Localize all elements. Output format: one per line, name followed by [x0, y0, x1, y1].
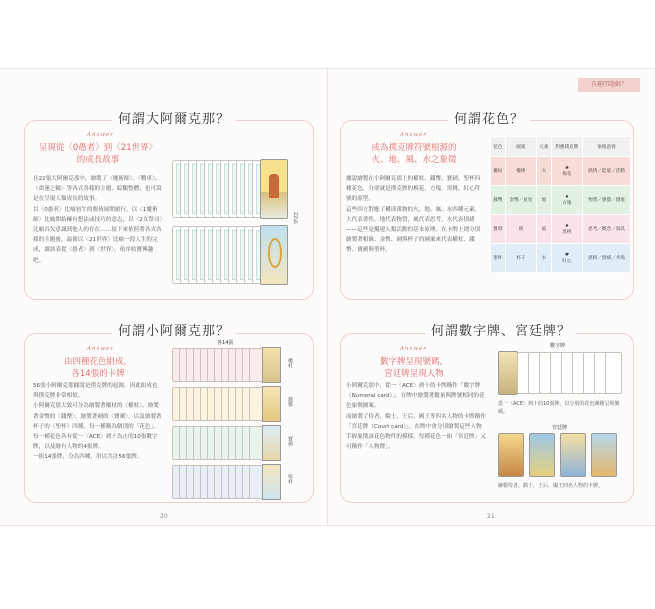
answer-lead: 數字牌呈現號碼， 宮廷牌呈現人物 — [379, 357, 448, 379]
section-title-major-arcana: 何謂大阿爾克那？ — [112, 108, 236, 127]
section-title-numeral-court: 何謂數字牌、宮廷牌？ — [425, 320, 577, 339]
suit-count-label: 各14張 — [217, 340, 234, 346]
section-title-minor-arcana: 何謂小阿爾克那？ — [112, 320, 236, 339]
answer-label: Answer — [400, 346, 427, 352]
chapter-tab: 有趣問題解？ — [578, 78, 640, 92]
table-row: 錢幣 金幣／星星 地 ♦ 方塊 物質／感覺／價值 — [491, 186, 631, 215]
table-row: 權杖 權棒 火 ♣ 梅花 熱情／能量／活動 — [491, 157, 631, 186]
tarot-card-world — [260, 225, 288, 285]
body-text: 56張小阿爾克那據說是撲克牌的起源，因此組成也與撲克牌非常相似。 小阿爾克那大致可分為繪製著權杖的〈權杖〉、繪製著金幣的〈錢幣〉、繪製著劍的〈寶劍〉，以及繪製著杯子的〈聖杯〉四種，每一種稱為個別的「花色」。 每一種花色各有從一〈ACE〉到十為止的10張數字牌，以及繪有人物的4張牌。 一組14張牌，分為四種，用以共計56張牌。 — [33, 383, 162, 461]
suit-label-cups: 聖杯 — [287, 474, 293, 484]
answer-label: Answer — [400, 132, 427, 138]
page-gutter — [327, 68, 328, 526]
table-row: 聖杯 杯子 水 ♥ 紅心 感情／情緒／共鳴 — [491, 244, 631, 273]
suit-label-pentacles: 錢幣 — [287, 397, 293, 407]
section-title-suits: 何謂花色？ — [448, 108, 530, 127]
suit-label-wands: 權杖 — [287, 358, 293, 368]
answer-label: Answer — [87, 346, 114, 352]
table-row: 寶劍 劍 風 ♠ 黑桃 思考／概念／資訊 — [491, 215, 631, 244]
answer-label: Answer — [87, 132, 114, 138]
page-number-left: 20 — [160, 513, 168, 520]
tarot-card-fool — [260, 159, 288, 219]
body-text: 在22張大阿爾克那中，繪製了〈魔術師〉、〈戰車〉、〈命運之輪〉等各式各樣的主題、綜觀整體，也可說是在呈現人類成長的故事。 以〈0愚者〉比喻初生的嬰孩展開旅行，以〈1魔術師〉比喻開始擁有想法或技巧的意志，以〈2女祭司〉比喻吞欠意識到他人的存在……接下來依照著各式各樣的主題後，最後以〈21世界〉比喻一段人生的完成，讀該表從〈愚者〉到〈世界〉，依序收寶興趣吧。 — [33, 176, 163, 264]
answer-lead: 呈現從〈0愚者〉到〈21世界〉 的成長故事 — [38, 143, 158, 165]
answer-lead: 由四種花色組成， 各14張的卡牌 — [63, 357, 132, 379]
card-count-label: 22張 — [292, 212, 298, 224]
answer-lead: 成為撲克牌符號根源的 火、地、風、水之象徵 — [371, 143, 457, 165]
court-note: 繪製侍者、騎士、王后、國王四名人物的卡牌。 — [498, 483, 604, 489]
table-header-row: 花色 圖案 元素 對應撲克牌 象徵意義 — [491, 137, 631, 157]
numeral-caption: 數字牌 — [550, 343, 566, 349]
body-text: 據說繪製在小阿爾克那上的權杖、錢幣、寶劍、聖杯四種花色，分別就是撲克牌的梅花、方塊、黑桃、紅心符號的原型。 這些四方對應了構成萬物的火、地、風、水四種元素，大代表著性，地代表物質，風代表思考，水代表情緒——這些是擬建人類活動的基本原理。在卡牌上則分別繪製著相條、金幣、劍與杯子的圖案來代表權杖、錢幣、寶劍與聖杯。 — [346, 176, 481, 254]
page-number-right: 21 — [487, 513, 495, 520]
numeral-note: 從一〈ACE〉到十的10張牌，以分別的花色圖騰呈現號碼。 — [498, 401, 620, 415]
suits-table — [490, 136, 631, 273]
suit-label-swords: 寶劍 — [287, 436, 293, 446]
body-text: 小阿爾克那中，從一〈ACE〉到十的卡牌稱作「數字牌（Numeral card）」，在牌中繪製著數量與牌號相同的花色象徵圖案。 而繪製了侍者、騎士、王后、國王等四名人物的卡牌稱作「宮廷牌（Court card）」，在牌中會分別繪製這些人物手握象徵該花色物件的模樣。每種花色一組「宮廷牌」又可稱作「人物牌」。 — [346, 383, 486, 451]
court-caption: 宮廷牌 — [552, 425, 568, 431]
